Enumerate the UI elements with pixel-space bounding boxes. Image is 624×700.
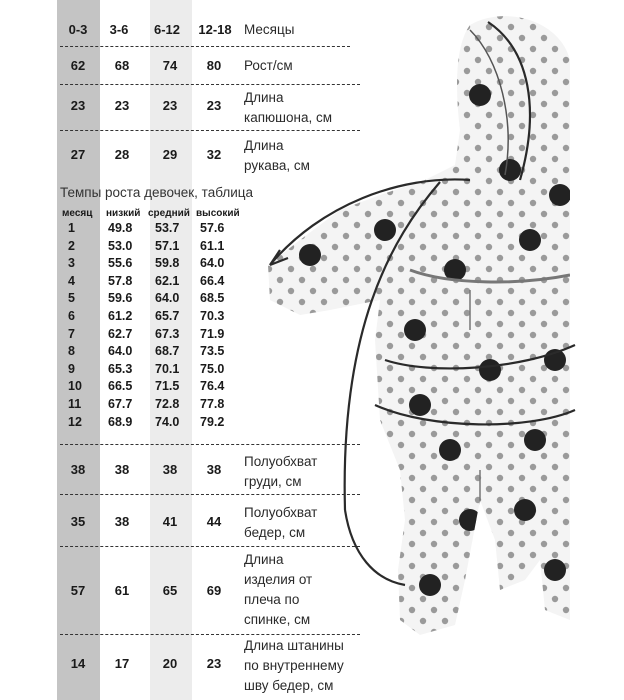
growth-cell-mid: 70.1 [155, 361, 180, 376]
growth-cell-month: 9 [68, 361, 75, 376]
growth-cell-month: 5 [68, 291, 75, 306]
length-cell-6-12: 65 [162, 583, 178, 598]
growth-cell-month: 10 [68, 379, 82, 394]
hood-cell-3-6: 23 [114, 98, 130, 113]
chest-cell-12-18: 38 [206, 462, 222, 477]
growth-cell-high: 77.8 [200, 397, 225, 411]
growth-cell-month: 8 [68, 344, 75, 359]
growth-cell-mid: 67.3 [155, 326, 180, 341]
hips-label: Полуобхват бедер, см [244, 505, 318, 540]
growth-cell-mid: 59.8 [155, 256, 180, 271]
hips-cell-3-6: 38 [114, 514, 130, 529]
growth-cell-low: 67.7 [108, 397, 133, 411]
growth-cell-high: 66.4 [200, 273, 225, 288]
growth-cell-month: 1 [68, 221, 75, 235]
growth-cell-high: 64.0 [200, 256, 225, 271]
inseam-cell-3-6: 17 [114, 656, 130, 671]
inseam-cell-0-3: 14 [70, 656, 86, 671]
growth-cell-mid: 72.8 [155, 397, 180, 411]
height-cell-0-3: 62 [70, 58, 86, 73]
hips-cell-12-18: 44 [206, 514, 222, 529]
sleeve-label: Длина рукава, см [244, 138, 310, 173]
growth-cell-month: 4 [68, 273, 75, 288]
growth-cell-low: 53.0 [108, 238, 133, 253]
hood-cell-0-3: 23 [70, 98, 86, 113]
snowsuit-illustration [250, 0, 624, 700]
growth-cell-high: 73.5 [200, 344, 225, 359]
growth-cell-high: 68.5 [200, 291, 225, 306]
growth-cell-month: 6 [68, 309, 75, 323]
growth-cell-high: 75.0 [200, 361, 225, 376]
growth-cell-mid: 71.5 [155, 379, 180, 394]
growth-cell-mid: 74.0 [155, 414, 180, 429]
header-col-3-6: 3-6 [109, 22, 129, 37]
growth-cell-low: 68.9 [108, 414, 133, 429]
growth-cell-low: 59.6 [108, 291, 133, 306]
growth-cell-mid: 62.1 [155, 273, 180, 288]
hips-cell-0-3: 35 [70, 514, 86, 529]
growth-header-low: низкий [106, 208, 141, 219]
growth-cell-low: 57.8 [108, 273, 133, 288]
hips-cell-6-12: 41 [162, 514, 178, 529]
growth-cell-low: 66.5 [108, 379, 133, 394]
growth-header-mid: средний [148, 208, 190, 219]
chest-cell-6-12: 38 [162, 462, 178, 477]
growth-cell-low: 61.2 [108, 309, 133, 323]
growth-cell-month: 11 [68, 397, 82, 411]
header-col-0-3: 0-3 [68, 22, 88, 37]
growth-cell-month: 2 [68, 238, 75, 253]
header-label: Месяцы [244, 22, 295, 37]
header-col-12-18: 12-18 [198, 22, 232, 37]
inseam-cell-6-12: 20 [162, 656, 178, 671]
growth-cell-low: 55.6 [108, 256, 133, 271]
height-cell-3-6: 68 [114, 58, 130, 73]
sleeve-cell-12-18: 32 [206, 147, 222, 162]
growth-cell-high: 79.2 [200, 414, 225, 429]
height-label: Рост/см [244, 58, 293, 73]
growth-cell-high: 76.4 [200, 379, 225, 394]
chest-cell-0-3: 38 [70, 462, 86, 477]
length-cell-3-6: 61 [114, 583, 130, 598]
length-cell-12-18: 69 [206, 583, 222, 598]
chest-label: Полуобхват груди, см [244, 454, 318, 489]
growth-cell-month: 7 [68, 326, 75, 341]
growth-cell-mid: 68.7 [155, 344, 180, 359]
hood-label: Длина капюшона, см [244, 90, 332, 125]
growth-cell-low: 64.0 [108, 344, 133, 359]
growth-cell-low: 62.7 [108, 326, 133, 341]
growth-cell-month: 12 [68, 414, 82, 429]
growth-cell-month: 3 [68, 256, 75, 271]
chest-cell-3-6: 38 [114, 462, 130, 477]
growth-cell-mid: 65.7 [155, 309, 180, 323]
hood-cell-6-12: 23 [162, 98, 178, 113]
sleeve-cell-0-3: 27 [70, 147, 86, 162]
length-label: Длина изделия от плеча по спинке, см [244, 552, 313, 627]
growth-cell-high: 71.9 [200, 326, 225, 341]
growth-header-high: высокий [196, 208, 240, 219]
growth-cell-high: 61.1 [200, 238, 225, 253]
sleeve-cell-6-12: 29 [162, 147, 178, 162]
growth-cell-high: 57.6 [200, 221, 225, 235]
growth-cell-mid: 57.1 [155, 238, 180, 253]
growth-cell-low: 65.3 [108, 361, 133, 376]
hood-cell-12-18: 23 [206, 98, 222, 113]
height-cell-6-12: 74 [162, 58, 178, 73]
growth-cell-mid: 53.7 [155, 221, 180, 235]
length-cell-0-3: 57 [70, 583, 86, 598]
growth-cell-mid: 64.0 [155, 291, 180, 306]
height-cell-12-18: 80 [206, 58, 222, 73]
header-col-6-12: 6-12 [153, 22, 181, 37]
growth-cell-low: 49.8 [108, 221, 133, 235]
sleeve-cell-3-6: 28 [114, 147, 130, 162]
growth-cell-high: 70.3 [200, 309, 225, 323]
growth-header-month: месяц [62, 208, 93, 219]
growth-table-title: Темпы роста девочек, таблица [60, 185, 253, 200]
inseam-label: Длина штанины по внутреннему шву бедер, см [244, 638, 344, 693]
inseam-cell-12-18: 23 [206, 656, 222, 671]
